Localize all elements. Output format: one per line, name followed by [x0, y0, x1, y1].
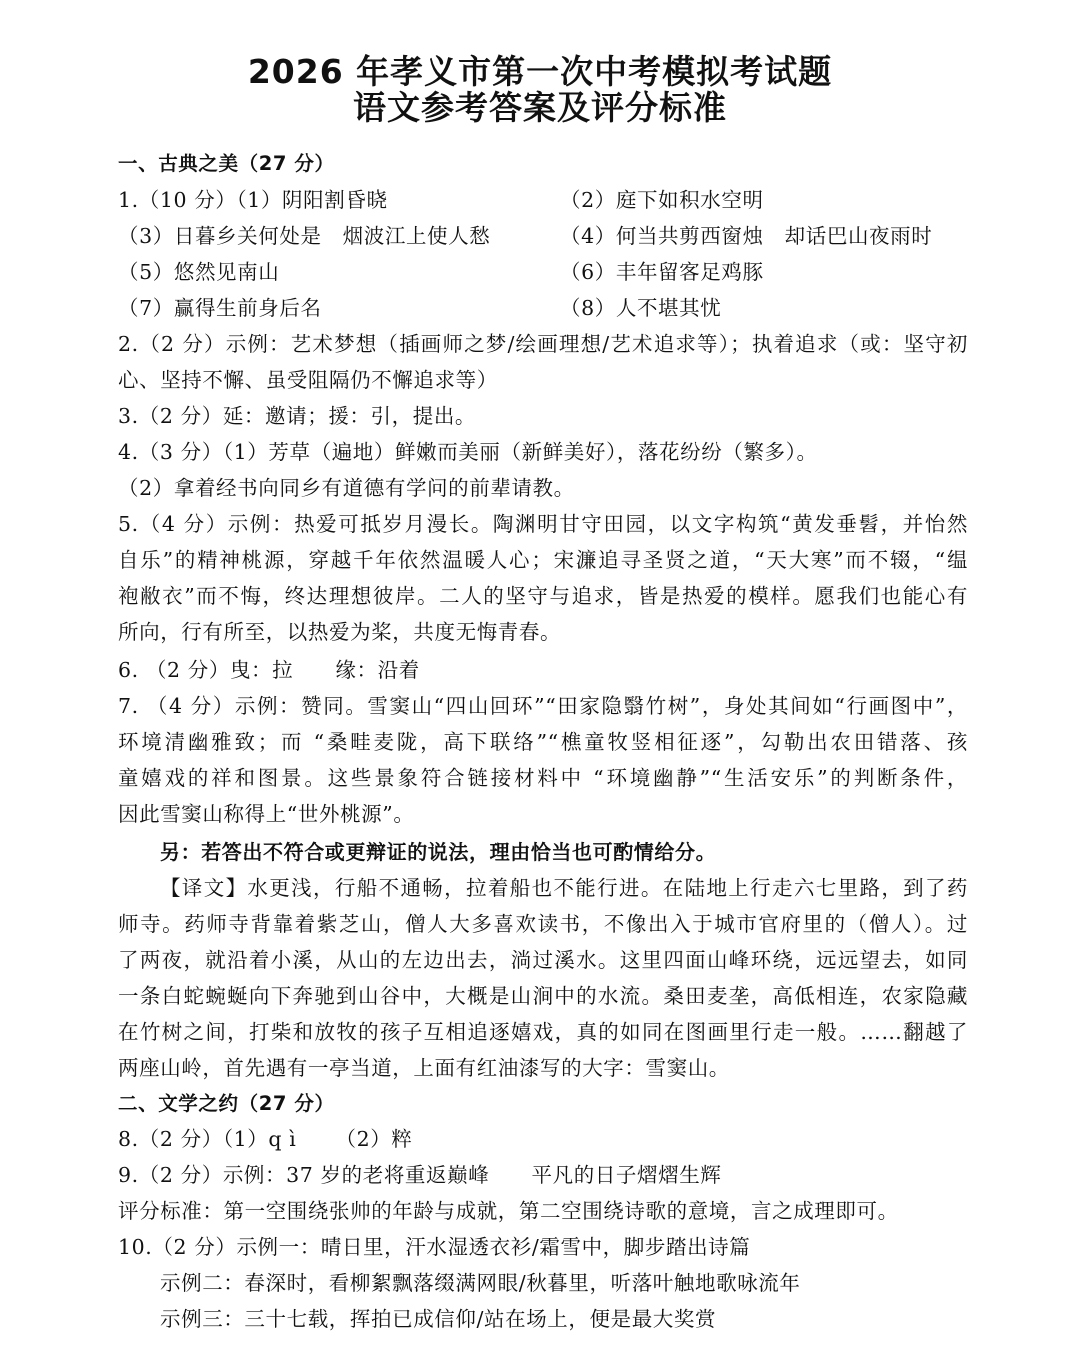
translation-line: 了两夜，就沿着小溪，从山的左边出去，淌过溪水。这里四面山峰环绕，远远望去，如同 — [118, 948, 968, 972]
q2-answer-line: 2.（2 分）示例：艺术梦想（插画师之梦/绘画理想/艺术追求等）；执着追求（或：坚守初 — [118, 332, 968, 356]
q10-example-3: 示例三：三十七载，挥拍已成信仰/站在场上，便是最大奖赏 — [160, 1307, 717, 1331]
translation-line: 在竹树之间，打柴和放牧的孩子互相追逐嬉戏，真的如同在图画里行走一般。……翻越了 — [118, 1020, 968, 1044]
q10-example-2: 示例二：春深时，看柳絮飘落缀满网眼/秋暮里，听落叶触地歌咏流年 — [160, 1271, 801, 1295]
q5-answer-line: 自乐”的精神桃源，穿越千年依然温暖人心；宋濂追寻圣贤之道，“天大寒”而不辍，“缊 — [118, 548, 968, 572]
q4-answer-line: 4.（3 分）（1）芳草（遍地）鲜嫩而美丽（新鲜美好），落花纷纷（繁多）。 — [118, 440, 818, 464]
q1-answer-5: （5）悠然见南山 — [118, 260, 280, 284]
q5-answer-line: 5.（4 分）示例：热爱可抵岁月漫长。陶渊明甘守田园，以文字构筑“黄发垂髫，并怡然 — [118, 512, 968, 536]
q2-answer-line: 心、坚持不懈、虽受阻隔仍不懈追求等） — [118, 368, 498, 392]
q1-answer-3: （3）日暮乡关何处是 烟波江上使人愁 — [118, 224, 491, 248]
q1-answer-1: 1.（10 分）（1）阴阳割昏晓 — [118, 188, 388, 212]
q9-answer: 9.（2 分）示例：37 岁的老将重返巅峰 平凡的日子熠熠生辉 — [118, 1163, 722, 1187]
q1-answer-6: （6）丰年留客足鸡豚 — [560, 260, 764, 284]
scoring-note: 另：若答出不符合或更辩证的说法，理由恰当也可酌情给分。 — [160, 840, 717, 864]
q8-answer: 8.（2 分）（1）q ì （2）粹 — [118, 1127, 413, 1151]
q1-answer-7: （7）赢得生前身后名 — [118, 296, 322, 320]
page-subtitle: 语文参考答案及评分标准 — [353, 88, 727, 127]
q9-criteria: 评分标准：第一空围绕张帅的年龄与成就，第二空围绕诗歌的意境，言之成理即可。 — [118, 1199, 899, 1223]
q6-answer: 6. （2 分）曳：拉 缘：沿着 — [118, 658, 420, 682]
translation-line: 两座山岭，首先遇有一亭当道，上面有红油漆写的大字：雪窦山。 — [118, 1056, 730, 1080]
translation-line: 【译文】水更浅，行船不通畅，拉着船也不能行进。在陆地上行走六七里路，到了药 — [160, 876, 968, 900]
section-heading-literature: 二、文学之约（27 分） — [118, 1092, 335, 1115]
q7-answer-line: 童嬉戏的祥和图景。这些景象符合链接材料中 “环境幽静”“生活安乐”的判断条件， — [118, 766, 968, 790]
q10-answer: 10.（2 分）示例一：晴日里，汗水湿透衣衫/霜雪中，脚步踏出诗篇 — [118, 1235, 751, 1259]
section-heading-classical: 一、古典之美（27 分） — [118, 152, 335, 175]
page-title: 2026 年孝义市第一次中考模拟考试题 — [247, 52, 833, 91]
q7-answer-line: 因此雪窦山称得上“世外桃源”。 — [118, 802, 415, 826]
q3-answer: 3.（2 分）延：邀请；援：引，提出。 — [118, 404, 477, 428]
q5-answer-line: 所向，行有所至，以热爱为桨，共度无悔青春。 — [118, 620, 562, 644]
translation-line: 一条白蛇蜿蜒向下奔驰到山谷中，大概是山涧中的水流。桑田麦垄，高低相连，农家隐藏 — [118, 984, 968, 1008]
q7-answer-line: 环境清幽雅致；而 “桑畦麦陇，高下联络”“樵童牧竖相征逐”，勾勒出农田错落、孩 — [118, 730, 968, 754]
translation-line: 师寺。药师寺背靠着紫芝山，僧人大多喜欢读书，不像出入于城市官府里的（僧人）。过 — [118, 912, 968, 936]
q7-answer-line: 7. （4 分）示例：赞同。雪窦山“四山回环”“田家隐翳竹树”，身处其间如“行画图中”， — [118, 694, 968, 718]
q1-answer-4: （4）何当共剪西窗烛 却话巴山夜雨时 — [560, 224, 933, 248]
q1-answer-2: （2）庭下如积水空明 — [560, 188, 764, 212]
q1-answer-8: （8）人不堪其忧 — [560, 296, 722, 320]
q5-answer-line: 袍敝衣”而不悔，终达理想彼岸。二人的坚守与追求，皆是热爱的模样。愿我们也能心有 — [118, 584, 968, 608]
q4-answer-line: （2）拿着经书向同乡有道德有学问的前辈请教。 — [118, 476, 575, 500]
